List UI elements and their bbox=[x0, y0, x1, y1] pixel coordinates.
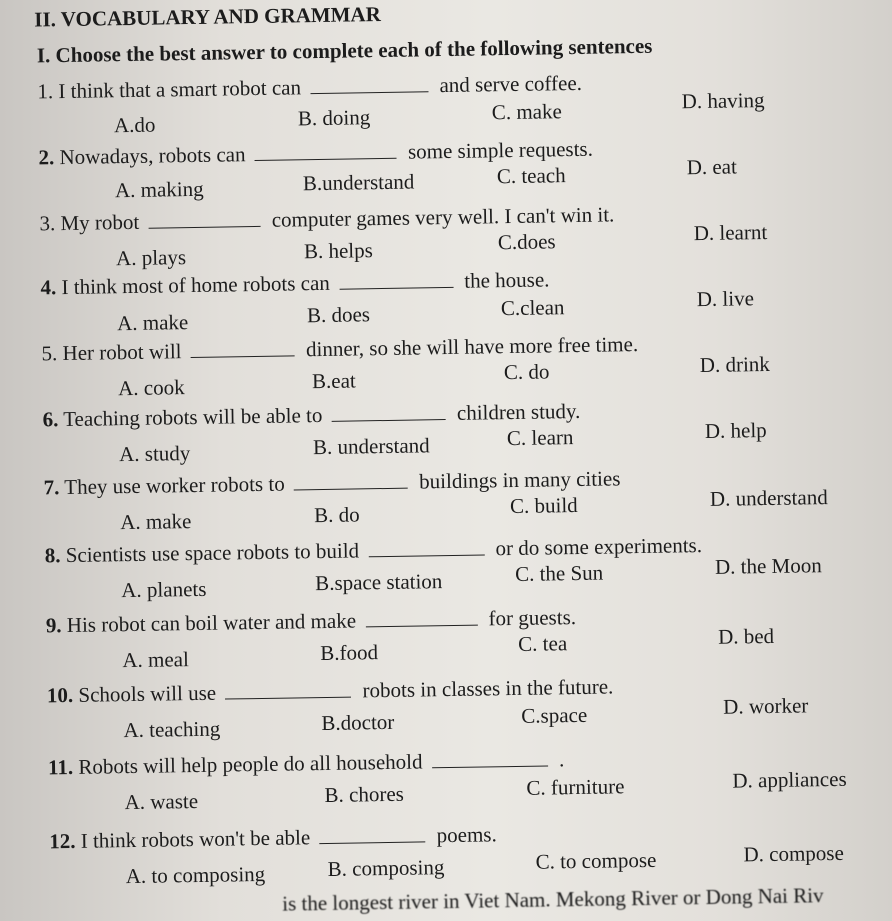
cutoff-line: is the longest river in Viet Nam. Mekong River or Dong Nai Riv bbox=[282, 883, 824, 916]
question-number: 10. bbox=[46, 682, 74, 708]
option-d[interactable]: D. the Moon bbox=[714, 553, 822, 579]
option-a[interactable]: A. plays bbox=[115, 245, 187, 271]
option-d[interactable]: D. having bbox=[681, 88, 765, 114]
question-12 bbox=[49, 822, 497, 854]
question-number: 4. bbox=[40, 275, 57, 300]
option-b[interactable]: B.food bbox=[320, 640, 379, 666]
question-text-before: I think most of home robots can bbox=[61, 270, 330, 300]
option-b[interactable]: B. helps bbox=[303, 238, 374, 264]
question-text-after: buildings in many cities bbox=[419, 466, 621, 494]
answer-blank[interactable] bbox=[310, 73, 428, 94]
question-text-after: or do some experiments. bbox=[495, 533, 703, 561]
option-d[interactable]: D. understand bbox=[709, 485, 828, 511]
option-a[interactable]: A. teaching bbox=[123, 716, 221, 743]
option-c[interactable]: C. do bbox=[503, 359, 550, 385]
option-b[interactable]: B. chores bbox=[324, 781, 405, 807]
option-d[interactable]: D. drink bbox=[699, 351, 771, 378]
answer-blank[interactable] bbox=[368, 536, 484, 557]
option-c[interactable]: C.does bbox=[497, 229, 556, 255]
question-text-before: Scientists use space robots to build bbox=[65, 538, 360, 568]
question-text-before: They use worker robots to bbox=[64, 471, 285, 500]
question-text-before: I think robots won't be able bbox=[80, 825, 311, 853]
question-11 bbox=[48, 747, 565, 780]
question-text-after: and serve coffee. bbox=[439, 70, 583, 98]
answer-blank[interactable] bbox=[255, 140, 397, 161]
answer-blank[interactable] bbox=[339, 269, 453, 290]
question-text-before: His robot can boil water and make bbox=[66, 608, 357, 638]
option-a[interactable]: A. to composing bbox=[125, 861, 266, 889]
instruction: I. Choose the best answer to complete each of the following sentences bbox=[36, 33, 653, 68]
question-number: 7. bbox=[43, 475, 60, 500]
question-4 bbox=[40, 267, 549, 300]
answer-blank[interactable] bbox=[331, 401, 445, 422]
question-text-after: some simple requests. bbox=[407, 136, 594, 164]
option-c[interactable]: C. the Sun bbox=[514, 560, 604, 586]
question-number: 1. bbox=[37, 79, 54, 104]
question-text-before: I think that a smart robot can bbox=[58, 75, 302, 104]
answer-blank[interactable] bbox=[365, 607, 477, 628]
question-text-before: Nowadays, robots can bbox=[59, 142, 246, 170]
question-6 bbox=[42, 399, 580, 432]
option-c[interactable]: C. learn bbox=[506, 425, 574, 451]
answer-blank[interactable] bbox=[148, 208, 260, 229]
option-b[interactable]: B. does bbox=[306, 302, 371, 328]
question-number: 8. bbox=[44, 543, 61, 568]
option-b[interactable]: B. doing bbox=[297, 105, 371, 131]
option-b[interactable]: B.understand bbox=[302, 169, 415, 196]
question-number: 12. bbox=[49, 828, 76, 854]
question-text-after: robots in classes in the future. bbox=[362, 674, 614, 703]
option-c[interactable]: C. make bbox=[491, 99, 562, 125]
question-number: 3. bbox=[39, 211, 56, 236]
option-b[interactable]: B.doctor bbox=[321, 709, 395, 736]
question-number: 5. bbox=[41, 341, 58, 366]
answer-blank[interactable] bbox=[191, 337, 295, 358]
answer-blank[interactable] bbox=[225, 679, 351, 700]
question-text-after: the house. bbox=[464, 267, 550, 293]
option-d[interactable]: D. help bbox=[704, 418, 767, 443]
question-text-before: Her robot will bbox=[62, 339, 182, 366]
question-text-before: Teaching robots will be able to bbox=[63, 402, 323, 432]
option-a[interactable]: A. waste bbox=[124, 788, 199, 815]
option-b[interactable]: B. composing bbox=[327, 855, 445, 881]
question-number: 11. bbox=[47, 754, 74, 780]
option-a[interactable]: A.do bbox=[113, 112, 156, 138]
option-c[interactable]: C.clean bbox=[500, 295, 565, 321]
question-text-before: My robot bbox=[60, 209, 140, 236]
option-c[interactable]: C. tea bbox=[517, 631, 568, 656]
option-a[interactable]: A. planets bbox=[121, 576, 207, 603]
question-number: 9. bbox=[45, 613, 62, 638]
option-c[interactable]: C.space bbox=[521, 702, 588, 728]
question-number: 6. bbox=[42, 407, 59, 432]
option-c[interactable]: C. teach bbox=[496, 163, 566, 189]
option-a[interactable]: A. make bbox=[116, 310, 189, 336]
option-c[interactable]: C. to compose bbox=[535, 847, 657, 874]
option-a[interactable]: A. study bbox=[118, 441, 191, 467]
question-text-before: Robots will help people do all household bbox=[78, 749, 423, 779]
option-a[interactable]: A. make bbox=[120, 509, 192, 535]
option-a[interactable]: A. meal bbox=[122, 647, 190, 673]
option-d[interactable]: D. compose bbox=[743, 840, 845, 867]
option-a[interactable]: A. cook bbox=[117, 375, 185, 401]
question-text-after: . bbox=[558, 747, 565, 772]
option-d[interactable]: D. learnt bbox=[693, 219, 768, 246]
option-d[interactable]: D. bed bbox=[717, 623, 775, 649]
section-title: II. VOCABULARY AND GRAMMAR bbox=[34, 2, 381, 32]
option-c[interactable]: C. furniture bbox=[526, 774, 625, 800]
question-number: 2. bbox=[38, 145, 55, 170]
option-a[interactable]: A. making bbox=[114, 176, 204, 203]
option-d[interactable]: D. live bbox=[696, 286, 755, 312]
question-text-after: computer games very well. I can't win it. bbox=[271, 202, 615, 232]
question-text-after: dinner, so she will have more free time. bbox=[305, 332, 639, 362]
option-b[interactable]: B.space station bbox=[315, 569, 443, 596]
option-c[interactable]: C. build bbox=[509, 492, 578, 519]
option-b[interactable]: B. understand bbox=[312, 433, 430, 460]
option-d[interactable]: D. eat bbox=[686, 154, 738, 180]
answer-blank[interactable] bbox=[319, 823, 425, 844]
option-d[interactable]: D. worker bbox=[723, 693, 809, 719]
question-text-after: poems. bbox=[436, 822, 497, 848]
answer-blank[interactable] bbox=[294, 470, 408, 491]
option-b[interactable]: B. do bbox=[313, 502, 360, 528]
answer-blank[interactable] bbox=[432, 747, 548, 768]
question-9 bbox=[46, 605, 577, 638]
question-text-after: for guests. bbox=[488, 605, 577, 631]
option-b[interactable]: B.eat bbox=[311, 368, 356, 394]
option-d[interactable]: D. appliances bbox=[732, 766, 847, 793]
question-text-before: Schools will use bbox=[78, 680, 217, 707]
question-8 bbox=[45, 533, 703, 568]
question-text-after: children study. bbox=[456, 398, 581, 425]
